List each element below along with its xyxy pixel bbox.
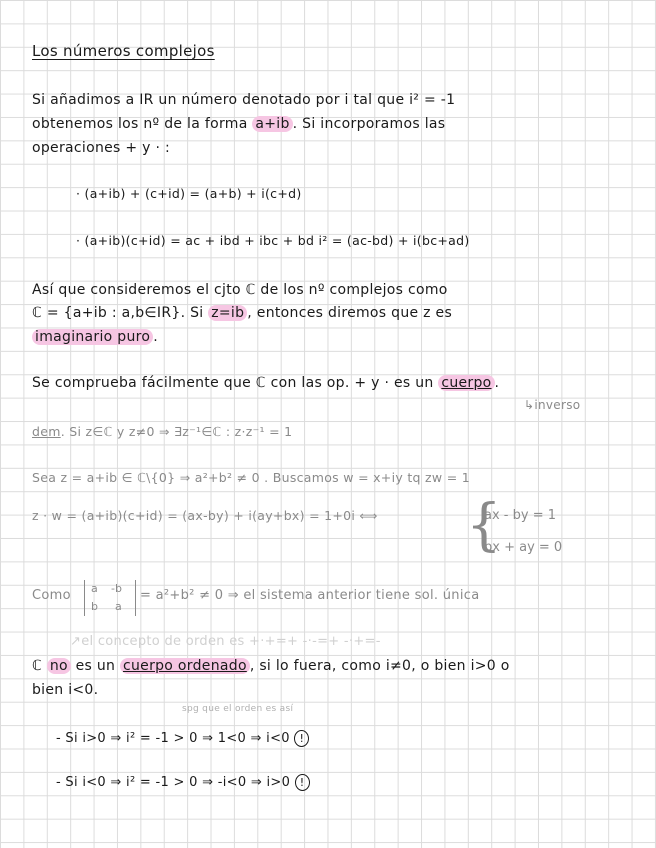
def-set: ℂ = {a+ib : a,b∈IR}. Si: [32, 305, 209, 321]
highlight-cuerpo: cuerpo: [438, 375, 494, 391]
case-2: [56, 774, 310, 791]
def-text: , entonces diremos que z es: [247, 305, 453, 321]
proof-line-1: [32, 424, 292, 439]
def-line-1: Así que consideremos el cjto ℂ de los nº complejos como: [32, 282, 448, 298]
dem-label: dem: [32, 424, 61, 439]
system-eq-1: ax - by = 1: [484, 508, 556, 523]
faint-orden-note: ↗el concepto de orden es +·+=+ -·-=+ -·+=-: [70, 634, 381, 649]
intro-text: obtenemos los nº de la forma: [32, 116, 253, 132]
system-brace: {: [466, 493, 502, 558]
cuerpo-text: Se comprueba fácilmente que ℂ con las op. + y · es un: [32, 375, 439, 391]
def-line-2: [32, 305, 452, 321]
cuerpo-line: [32, 375, 499, 391]
intro-line-1: Si añadimos a IR un número denotado por i tal que i² = -1: [32, 92, 456, 108]
det-b: b: [91, 600, 98, 613]
det-a: a: [91, 582, 98, 595]
intro-text-end: . Si incorporamos las: [292, 116, 446, 132]
case-1-text: - Si i>0 ⇒ i² = -1 > 0 ⇒ 1<0 ⇒ i<0: [56, 731, 290, 746]
orden-line-2: bien i<0.: [32, 682, 99, 698]
orden-line-1: [32, 658, 510, 674]
highlight-imaginario-puro: imaginario puro: [32, 329, 153, 345]
intro-line-2: [32, 116, 445, 132]
highlight-a-plus-ib: a+ib: [252, 116, 292, 132]
orden-text-end: , si lo fuera, como i≠0, o bien i>0 o: [249, 658, 510, 674]
case-2-text: - Si i<0 ⇒ i² = -1 > 0 ⇒ -i<0 ⇒ i>0: [56, 775, 291, 790]
cuerpo-period: .: [494, 375, 500, 391]
highlight-cuerpo-ordenado: cuerpo ordenado: [120, 658, 250, 674]
def-line-3: [32, 329, 158, 345]
proof-statement: . Si z∈ℂ y z≠0 ⇒ ∃z⁻¹∈ℂ : z·z⁻¹ = 1: [60, 424, 293, 439]
product-definition: · (a+ib)(c+id) = ac + ibd + ibc + bd i² = (ac-bd) + i(bc+ad): [76, 233, 470, 248]
highlight-no: no: [47, 658, 71, 674]
proof-line-4: = a²+b² ≠ 0 ⇒ el sistema anterior tiene sol. única: [140, 588, 480, 603]
det-a2: a: [115, 600, 122, 613]
intro-line-3: operaciones + y · :: [32, 140, 171, 156]
page-title: Los números complejos: [32, 42, 215, 60]
det-minus-b: -b: [111, 582, 122, 595]
proof-line-3: z · w = (a+ib)(c+id) = (ax-by) + i(ay+bx) = 1+0i ⟺: [32, 508, 378, 523]
contradiction-mark-1: !: [294, 730, 309, 747]
orden-c: ℂ: [32, 658, 47, 674]
system-eq-2: bx + ay = 0: [484, 540, 563, 555]
spg-note: spg que el orden es así: [182, 704, 294, 714]
proof-line-2: Sea z = a+ib ∈ ℂ\{0} ⇒ a²+b² ≠ 0 . Buscamos w = x+iy tq zw = 1: [32, 470, 470, 485]
sum-definition: · (a+ib) + (c+id) = (a+b) + i(c+d): [76, 186, 302, 201]
case-1: [56, 730, 309, 747]
orden-text: es un: [70, 658, 120, 674]
determinant: [84, 580, 136, 616]
highlight-z-ib: z=ib: [208, 305, 247, 321]
contradiction-mark-2: !: [295, 774, 310, 791]
def-period: .: [153, 329, 159, 345]
como-label: Como: [32, 588, 71, 603]
inverso-note: ↳inverso: [524, 398, 581, 412]
